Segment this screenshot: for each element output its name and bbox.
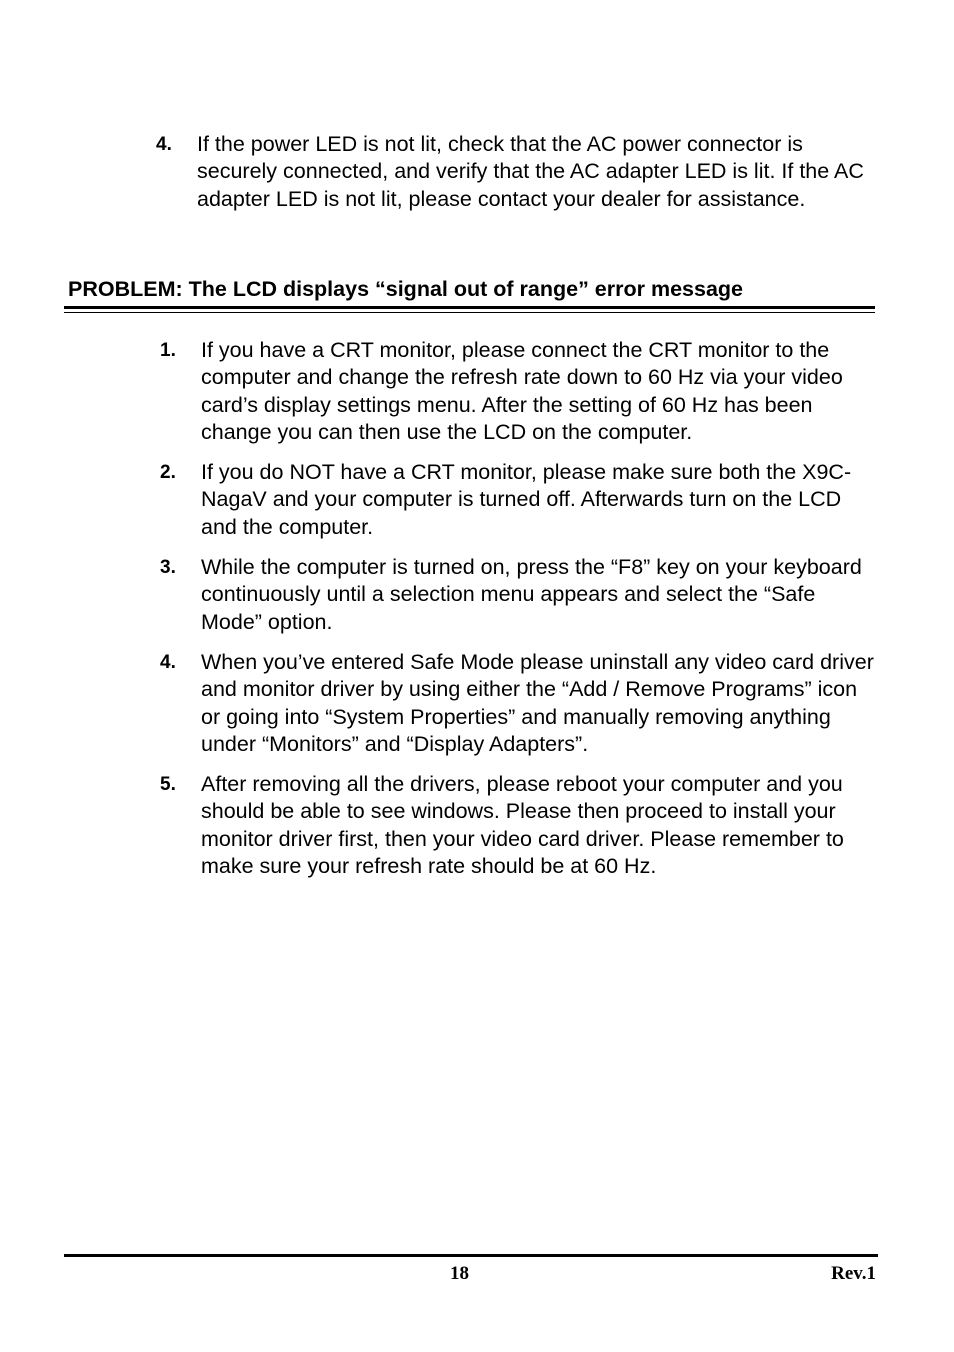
list-item-number: 1. [160,340,176,361]
list-item [160,554,880,636]
list-item-number: 5. [160,774,176,796]
list-item-text: When you’ve entered Safe Mode please uninstall any video card driver and monitor driver by using either the “Add / Remove Programs” icon or going into “System Properties” and manually removing anything under “Monitors” and “Display Adapters”. [201,649,874,756]
revision-label: Rev.1 [831,1263,876,1284]
list-item-text: After removing all the drivers, please reboot your computer and you should be able to see windows. Please then proceed to install your monitor driver first, then your video card driver. Please remember to make sure your refresh rate should be at 60 Hz. [201,772,844,879]
page-number: 18 [450,1263,469,1284]
list-item-number: 2. [160,462,176,484]
list-item-number: 4. [160,651,176,673]
footer-rule [64,1254,878,1257]
problem-heading: PROBLEM: The LCD displays “signal out of range” error message [68,277,743,301]
heading-rule-thin [64,312,875,313]
list-item [160,771,880,880]
list-item-number: 3. [160,557,176,579]
list-item-text: If the power LED is not lit, check that the AC power connector is securely connected, and verify that the AC adapter LED is lit. If the AC adapter LED is not lit, please contact your dealer for assistance. [197,132,864,211]
list-item [160,459,880,541]
previous-list-item [156,131,886,213]
troubleshooting-steps [160,337,880,893]
list-item-text: If you have a CRT monitor, please connect the CRT monitor to the computer and change the refresh rate down to 60 Hz via your video card’s display settings menu. After the setting of 60 Hz has been change you can then use the LCD on the computer. [201,338,843,444]
list-item-number: 4. [156,134,172,155]
list-item-text: If you do NOT have a CRT monitor, please make sure both the X9C-NagaV and your computer is turned off. Afterwards turn on the LCD and the computer. [201,460,852,539]
heading-rule-thick [64,306,875,309]
list-item [160,649,880,758]
list-item [160,337,880,446]
list-item-text: While the computer is turned on, press the “F8” key on your keyboard continuously until a selection menu appears and select the “Safe Mode” option. [201,555,862,634]
